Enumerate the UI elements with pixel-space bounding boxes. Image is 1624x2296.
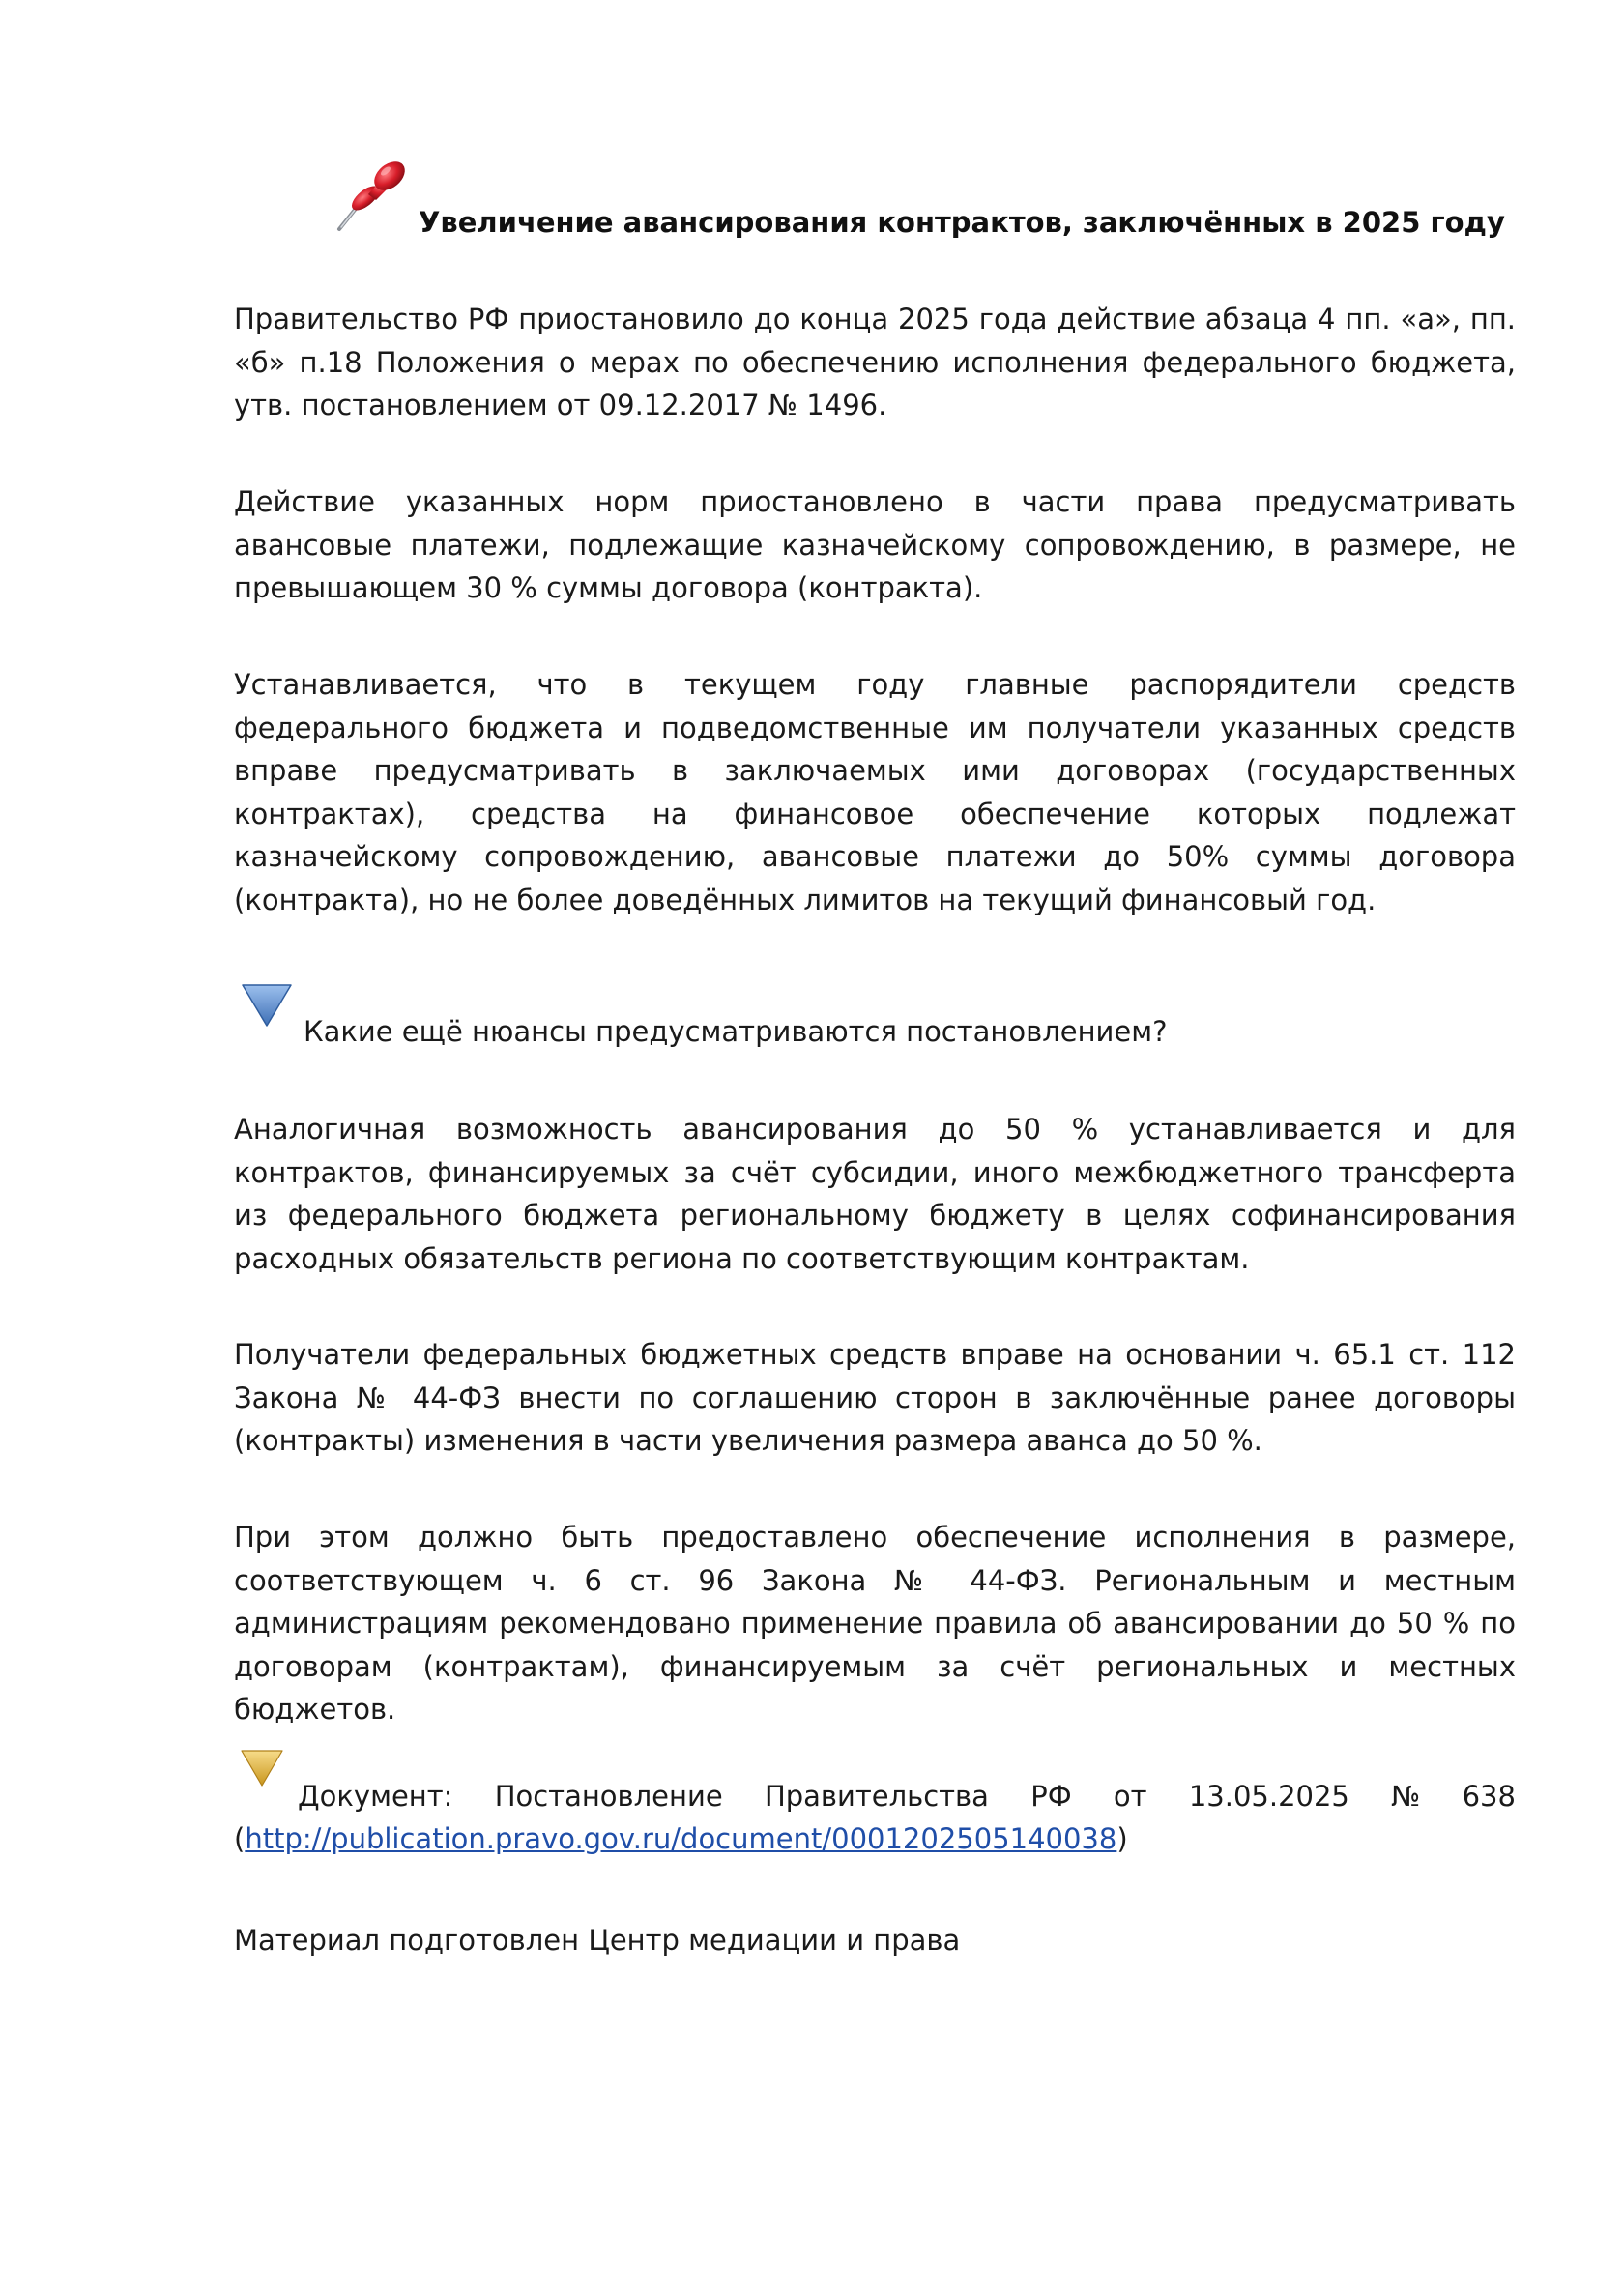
title-row: [334, 150, 1505, 247]
paragraph-recipients: Получатели федеральных бюджетных средств вправе на основании ч. 65.1 ст. 112 Закона № 44-ФЗ внести по соглашению сторон в заключённые ранее договоры (контракты) изменения в части увеличения размера аванса до 50 %.: [234, 1338, 1516, 1457]
close-paren: ): [1116, 1822, 1128, 1855]
open-paren: (: [234, 1822, 246, 1855]
document-word: от: [1113, 1780, 1147, 1813]
page-title: Увеличение авансирования контрактов, заключённых в 2025 году: [419, 206, 1505, 239]
document-word: РФ: [1030, 1780, 1072, 1813]
document-word: Постановление: [494, 1780, 723, 1813]
document-word: №: [1391, 1780, 1421, 1813]
gold-triangle-icon: [240, 1748, 284, 1788]
document-label: Документ:: [298, 1780, 453, 1813]
document-line: [298, 1775, 1516, 1817]
question-section: [240, 981, 1516, 1059]
question-heading: Какие ещё нюансы предусматриваются постановлением?: [304, 1015, 1168, 1048]
blue-triangle-icon: [240, 981, 294, 1030]
document-link-line: [234, 1817, 1128, 1860]
document-reference: [234, 1748, 1516, 1864]
paragraph-suspension: Правительство РФ приостановило до конца 2025 года действие абзаца 4 пп. «а», пп. «б» п.18 Положения о мерах по обеспечению исполнения федерального бюджета, утв. постановлением от 09.12.2017 № 1496.: [234, 303, 1516, 421]
footer-credit: Материал подготовлен Центр медиации и права: [234, 1924, 961, 1957]
pushpin-icon: [334, 150, 416, 237]
paragraph-security: При этом должно быть предоставлено обеспечение исполнения в размере, соответствующем ч. 6 ст. 96 Закона № 44-ФЗ. Региональным и местным администрациям рекомендовано применение правила об авансировании до 50 % по договорам (контрактам), финансируемым за счёт региональных и местных бюджетов.: [234, 1521, 1516, 1726]
document-link[interactable]: http://publication.pravo.gov.ru/document/0001202505140038: [245, 1822, 1117, 1855]
paragraph-norms: Действие указанных норм приостановлено в части права предусматривать авансовые платежи, подлежащие казначейскому сопровождению, в размере, не превышающем 30 % суммы договора (контракта).: [234, 485, 1516, 604]
document-number: 638: [1462, 1780, 1516, 1813]
document-word: Правительства: [764, 1780, 989, 1813]
paragraph-subsidy: Аналогичная возможность авансирования до 50 % устанавливается и для контрактов, финансируемых за счёт субсидии, иного межбюджетного трансферта из федерального бюджета региональному бюджету в целях софинансирования расходных обязательств региона по соответствующим контрактам.: [234, 1113, 1516, 1275]
paragraph-advance-50: Устанавливается, что в текущем году главные распорядители средств федерального бюджета и подведомственные им получатели указанных средств вправе предусматривать в заключаемых ими договорах (государственных контрактах), средства на финансовое обеспечение которых подлежат казначейскому сопровождению, авансовые платежи до 50% суммы договора (контракта), но не более доведённых лимитов на текущий финансовый год.: [234, 668, 1516, 916]
document-date: 13.05.2025: [1188, 1780, 1349, 1813]
